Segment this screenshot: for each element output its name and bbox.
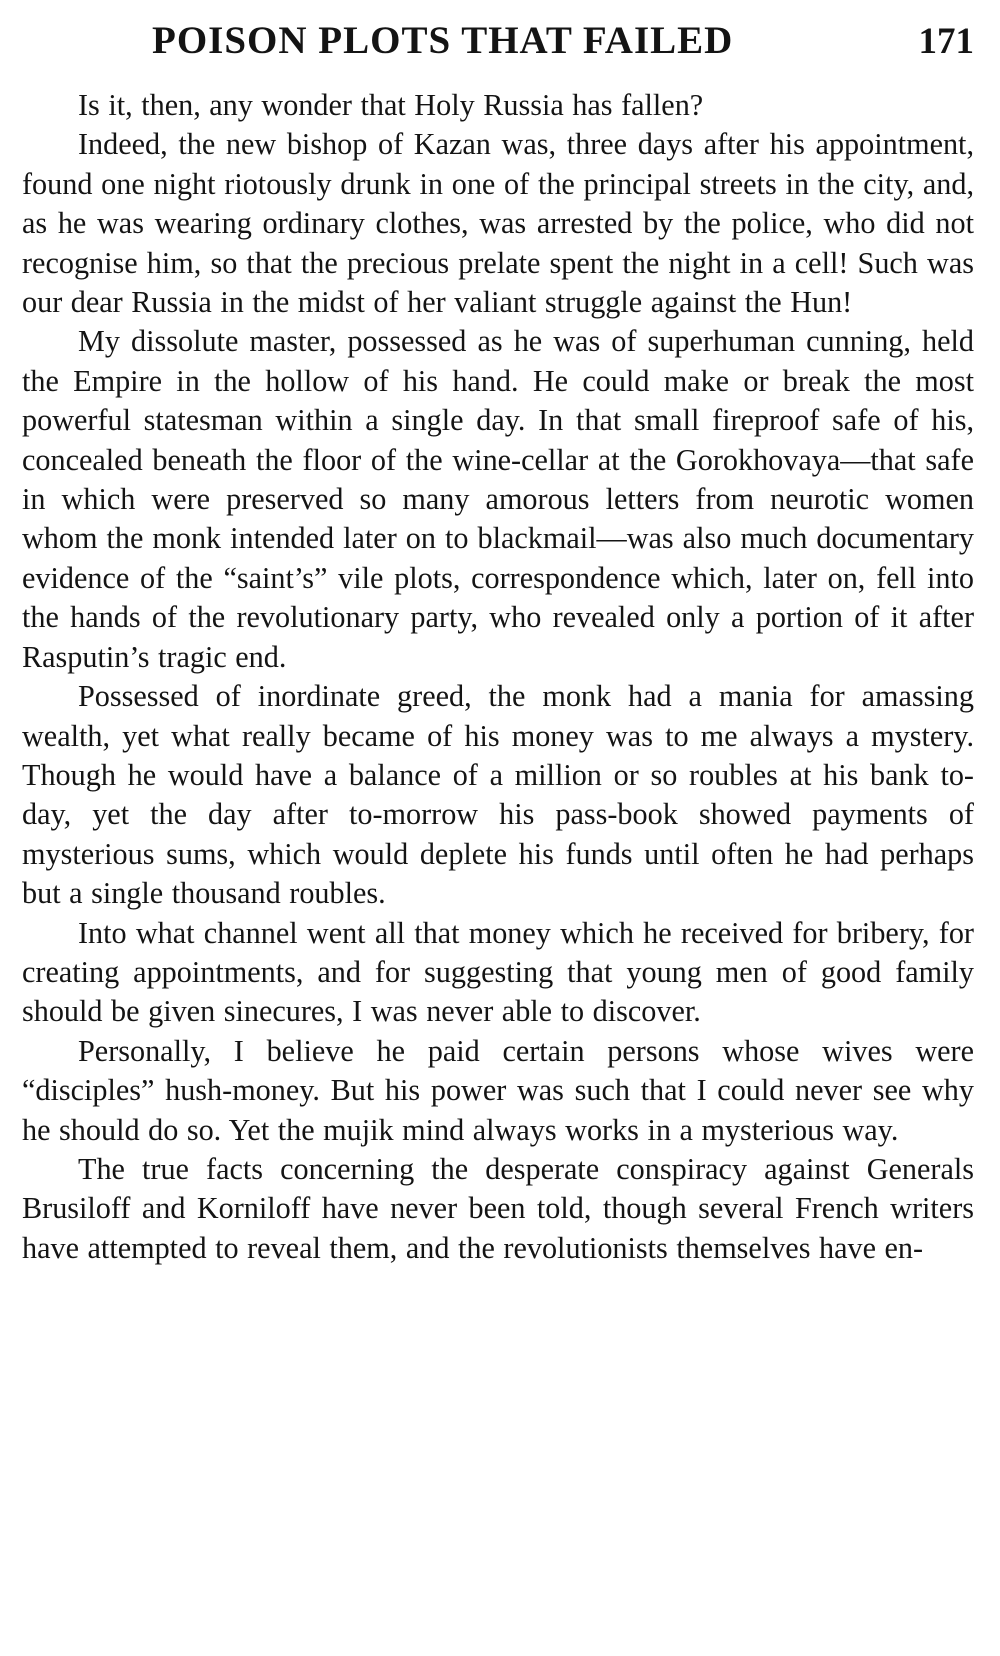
running-title: POISON PLOTS THAT FAILED <box>152 19 734 62</box>
paragraph-2: Indeed, the new bishop of Kazan was, three days after his appointment, found one night riotously drunk in one of the principal streets in the city, and, as he was wearing ordinary clothes, was arrested by the police, who did not recognise him, so that the precious prelate spent the night in a cell! Such was our dear Russia in the midst of her valiant struggle against the Hun! <box>22 127 974 320</box>
paragraph-6: Personally, I believe he paid certain persons whose wives were “disciples” hush-money. But his power was such that I could never see why he should do so. Yet the mujik mind always works in a mysterious way. <box>22 1033 974 1147</box>
paragraph-4: Possessed of inordinate greed, the monk had a mania for amassing wealth, yet what really became of his money was to me always a mystery. Though he would have a balance of a million or so roubles at his bank to-day, yet the day after to-morrow his pass-book showed payments of mysterious sums, which would deplete his funds until often he had perhaps but a single thousand roubles. <box>22 679 974 911</box>
paragraph-7: The true facts concerning the desperate conspiracy against Generals Brusiloff and Korniloff have never been told, though several French writers have attempted to reveal them, and the revolutionists themselves have en- <box>22 1151 974 1265</box>
paragraph-3: My dissolute master, possessed as he was of superhuman cunning, held the Empire in the hollow of his hand. He could make or break the most powerful statesman within a single day. In that small fireproof safe of his, concealed beneath the floor of the wine-cellar at the Gorokhovaya—that safe in which were preserved so many amorous letters from neurotic women whom the monk intended later on to blackmail—was also much documentary evidence of the “saint’s” vile plots, correspondence which, later on, fell into the hands of the revolutionary party, who revealed only a portion of it after Rasputin’s tragic end. <box>22 324 974 674</box>
running-head <box>22 14 974 76</box>
book-page <box>22 14 974 1268</box>
page-number: 171 <box>918 21 974 62</box>
paragraph-5: Into what channel went all that money which he received for bribery, for creating appointments, and for suggesting that young men of good family should be given sinecures, I was never able to discover. <box>22 915 974 1029</box>
paragraph-1: Is it, then, any wonder that Holy Russia has fallen? <box>78 88 704 122</box>
body-text <box>22 86 974 1268</box>
